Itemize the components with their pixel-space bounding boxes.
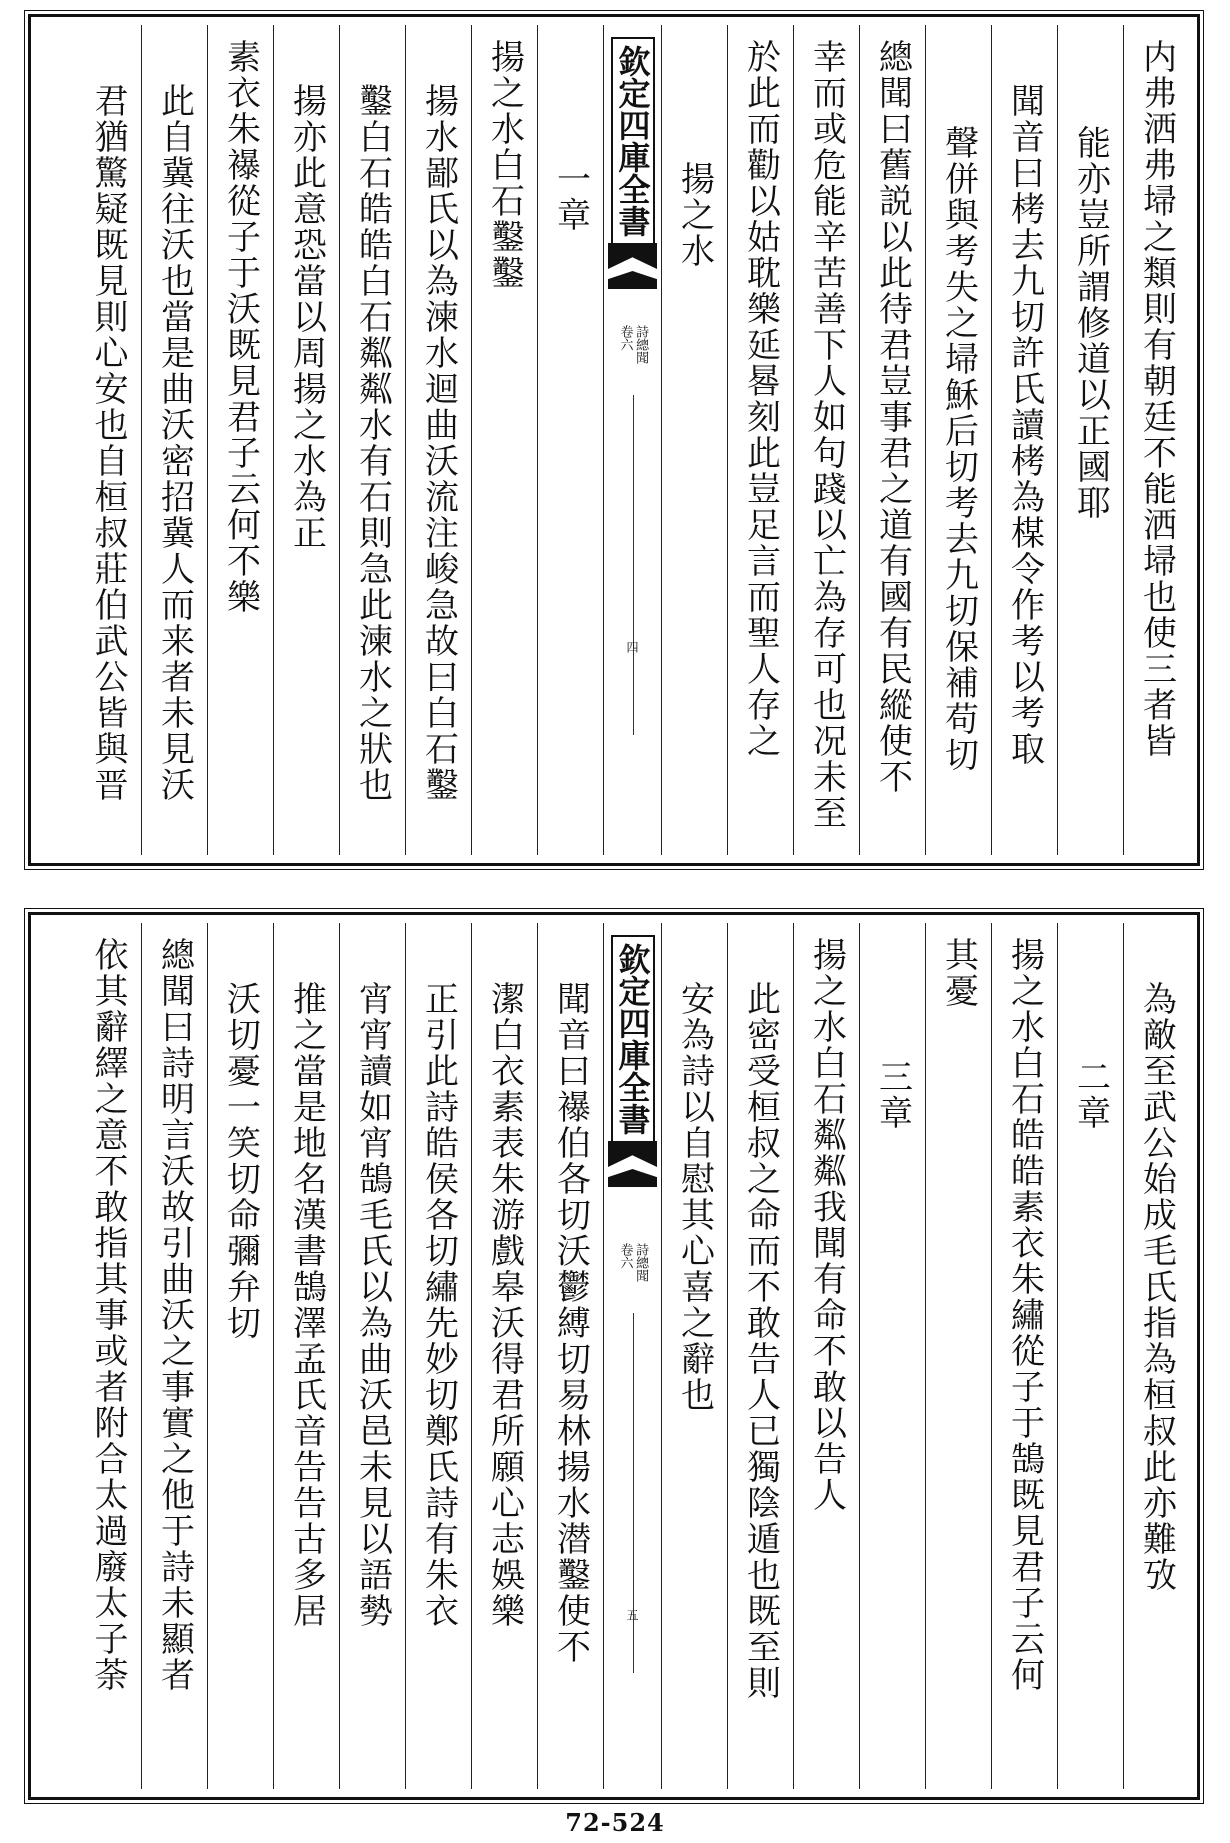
folio-number: 五 — [625, 1609, 639, 1621]
column-text: 揚之水白石皓皓素衣朱繡從子于鵠既見君子云何 — [1004, 937, 1045, 1693]
text-column — [1057, 923, 1123, 1789]
text-column — [141, 923, 207, 1789]
column-text: 揚之水白石粼粼我聞有命不敢以告人 — [806, 937, 847, 1513]
column-text: 内弗洒弗埽之類則有朝廷不能洒埽也使三者皆 — [1136, 39, 1177, 759]
column-text: 揚水鄙氏以為湅水迴曲沃流注峻急故曰白石鑿 — [418, 83, 459, 803]
fish-tail-mark-lower — [608, 271, 657, 289]
text-column — [727, 923, 793, 1789]
column-text: 一章 — [550, 161, 591, 233]
top-columns — [39, 25, 1189, 855]
text-column — [925, 25, 991, 855]
folio-number: 四 — [625, 641, 639, 653]
column-text: 聞音曰襮伯各切沃鬱縛切易林揚水潜鑿使不 — [550, 981, 591, 1665]
text-column — [859, 25, 925, 855]
top-page — [28, 14, 1200, 866]
column-text: 揚亦此意恐當以周揚之水為正 — [286, 83, 327, 551]
fish-tail-mark — [608, 1141, 657, 1167]
text-column — [661, 923, 727, 1789]
text-column — [661, 25, 727, 855]
text-column — [537, 923, 603, 1789]
text-column — [991, 25, 1057, 855]
text-column — [1123, 25, 1189, 855]
text-column — [207, 923, 273, 1789]
column-text: 總聞曰詩明言沃故引曲沃之事實之他于詩未顯者 — [154, 937, 195, 1693]
column-text: 二章 — [1070, 1059, 1111, 1131]
column-text: 安為詩以自慰其心喜之辭也 — [674, 981, 715, 1413]
bottom-columns — [39, 923, 1189, 1789]
text-column — [339, 923, 405, 1789]
text-column — [75, 25, 141, 855]
column-text: 推之當是地名漢書鵠澤孟氏音告告古多居 — [286, 981, 327, 1629]
column-text: 聞音曰栲去九切許氏讀栲為楳令作考以考取 — [1004, 83, 1045, 767]
text-column — [859, 923, 925, 1789]
book-title: 詩總聞 — [633, 1243, 649, 1282]
column-text: 三章 — [872, 1059, 913, 1131]
text-column — [793, 923, 859, 1789]
volume-label: 卷六 — [617, 325, 633, 351]
column-text: 幸而或危能辛苦善下人如句踐以亡為存可也况未至 — [806, 39, 847, 831]
book-info — [618, 1243, 647, 1282]
column-text: 於此而勸以姑耽樂延晷刻此豈足言而聖人存之 — [740, 39, 781, 759]
column-text: 君猶驚疑既見則心安也自桓叔莊伯武公皆與晋 — [88, 83, 128, 803]
column-text: 能亦豈所謂修道以正國耶 — [1070, 125, 1111, 521]
column-text: 沃切憂一笑切命彌弁切 — [220, 981, 261, 1341]
text-column — [925, 923, 991, 1789]
text-column — [1123, 923, 1189, 1789]
text-column — [1057, 25, 1123, 855]
text-column — [991, 923, 1057, 1789]
text-column — [75, 923, 141, 1789]
column-text: 素衣朱襮從子于沃既見君子云何不樂 — [220, 39, 261, 615]
library-title: 欽定四庫全書 — [611, 935, 655, 1143]
text-column — [207, 25, 273, 855]
column-text: 宵宵讀如宵鵠毛氏以為曲沃邑未見以語勢 — [352, 981, 393, 1629]
text-column — [727, 25, 793, 855]
fold-line — [633, 395, 634, 735]
column-text: 為敵至武公始成毛氏指為桓叔此亦難攷 — [1136, 981, 1177, 1593]
column-text: 潔白衣素表朱游戲皋沃得君所願心志娛樂 — [484, 981, 525, 1629]
page-number: 72-524 — [565, 1808, 665, 1837]
text-column — [405, 25, 471, 855]
text-column — [339, 25, 405, 855]
column-text: 此密受桓叔之命而不敢告人已獨陰遁也既至則 — [740, 981, 781, 1701]
book-title: 詩總聞 — [633, 325, 649, 364]
library-title: 欽定四庫全書 — [611, 37, 655, 245]
center-fold — [603, 25, 661, 855]
column-text: 正引此詩皓侯各切繡先妙切鄭氏詩有朱衣 — [418, 981, 459, 1629]
column-text: 鑿白石皓皓白石粼粼水有石則急此湅水之狀也 — [352, 83, 393, 803]
volume-label: 卷六 — [617, 1243, 633, 1269]
text-column — [273, 923, 339, 1789]
column-text: 此自冀往沃也當是曲沃密招冀人而来者未見沃 — [154, 83, 195, 803]
fish-tail-mark — [608, 243, 657, 269]
text-column — [141, 25, 207, 855]
text-column — [273, 25, 339, 855]
text-column — [405, 923, 471, 1789]
column-text: 揚之水白石鑿鑿 — [484, 39, 525, 291]
text-column — [793, 25, 859, 855]
column-text: 其憂 — [938, 937, 979, 1009]
column-text: 揚之水 — [674, 161, 715, 269]
center-fold — [603, 923, 661, 1789]
text-column — [537, 25, 603, 855]
text-column — [471, 923, 537, 1789]
column-text: 聲併與考失之埽穌后切考去九切保補苟切 — [938, 125, 979, 773]
fish-tail-mark-lower — [608, 1169, 657, 1187]
book-info — [618, 325, 647, 364]
text-column — [471, 25, 537, 855]
bottom-page — [28, 912, 1200, 1800]
column-text: 依其辭繹之意不敢指其事或者附合太過廢太子荼 — [88, 937, 128, 1693]
column-text: 總聞曰舊説以此待君豈事君之道有國有民縱使不 — [872, 39, 913, 795]
